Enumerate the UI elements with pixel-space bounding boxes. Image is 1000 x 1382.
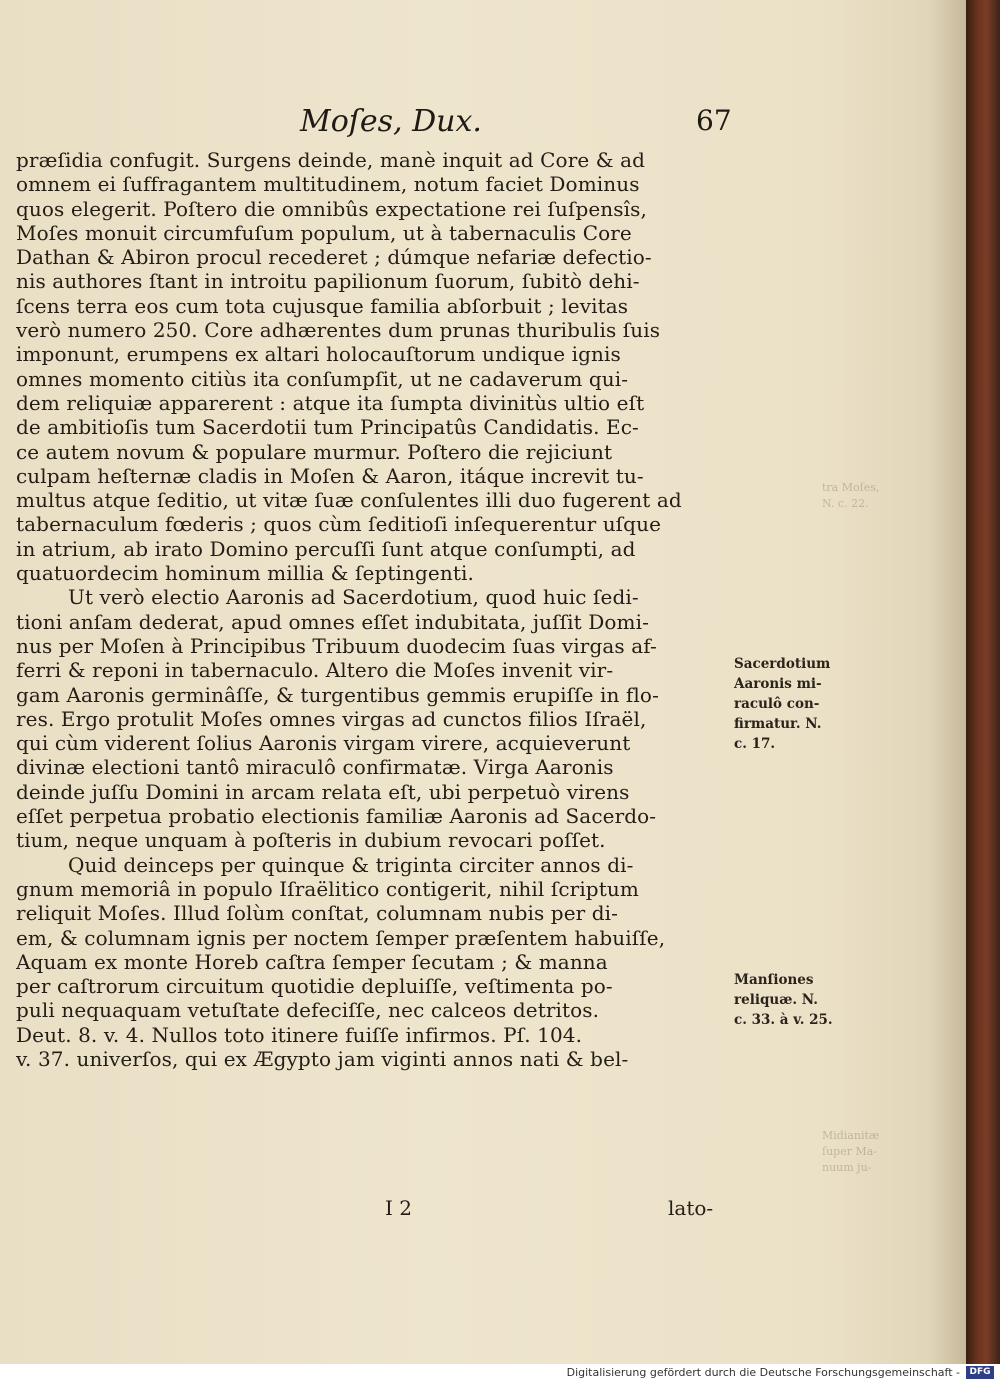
text-line: in atrium, ab irato Domino percuſſi ſunt atque conſumpti, ad: [16, 536, 636, 561]
text-line: qui cùm viderent ſolius Aaronis virgam virere, acquieverunt: [16, 731, 631, 756]
text-line: eſſet perpetua probatio electionis familiæ Aaronis ad Sacerdo-: [16, 804, 657, 829]
bleed-through-line: ſuper Ma-: [822, 1145, 877, 1158]
text-line: Ut verò electio Aaronis ad Sacerdotium, quod huic ſedi-: [68, 585, 639, 610]
text-line: nus per Moſen à Principibus Tribuum duodecim ſuas virgas af-: [16, 633, 657, 658]
bleed-through-line: N. c. 22.: [822, 497, 869, 510]
footer-bar: [0, 1364, 1000, 1382]
dfg-logo: DFG: [966, 1366, 994, 1379]
text-line: deinde juſſu Domini in arcam relata eſt, ubi perpetuò virens: [16, 779, 630, 804]
margin-note-line: Aaronis mi-: [734, 676, 822, 692]
text-line: verò numero 250. Core adhærentes dum prunas thuribulis ſuis: [16, 318, 661, 343]
running-head-title: Moſes, Dux.: [300, 104, 482, 139]
dfg-credit-text: Digitalisierung gefördert durch die Deutsche Forschungsgemeinschaft -: [566, 1366, 960, 1379]
text-line: quatuordecim hominum millia & ſeptingenti.: [16, 561, 474, 586]
text-line: res. Ergo protulit Moſes omnes virgas ad cunctos filios Iſraël,: [16, 706, 647, 731]
page-number: 67: [696, 104, 732, 137]
page-edge-shadow: [930, 0, 970, 1364]
text-line: dem reliquiæ apparerent : atque ita ſumpta divinitùs ultio eſt: [16, 390, 645, 415]
text-line: Aquam ex monte Horeb caſtra ſemper ſecutam ; & manna: [16, 949, 608, 974]
text-line: Deut. 8. v. 4. Nullos toto itinere fuiſſe infirmos. Pſ. 104.: [16, 1022, 583, 1047]
text-line: reliquit Moſes. Illud ſolùm conſtat, columnam nubis per di-: [16, 901, 619, 926]
text-line: ce autem novum & populare murmur. Poſtero die rejiciunt: [16, 439, 613, 464]
text-line: omnes momento citiùs ita conſumpſit, ut ne cadaverum qui-: [16, 366, 629, 391]
catchword: lato-: [668, 1196, 714, 1220]
text-line: em, & columnam ignis per noctem ſemper præſentem habuiſſe,: [16, 925, 666, 950]
text-line: ferri & reponi in tabernaculo. Altero die Moſes invenit vir-: [16, 658, 614, 683]
text-line: multus atque ſeditio, ut vitæ ſuæ conſulentes illi duo fugerent ad: [16, 488, 682, 513]
bleed-through-line: tra Moſes,: [822, 481, 880, 494]
margin-note-line: firmatur. N.: [734, 716, 822, 732]
text-line: tioni anſam dederat, apud omnes eſſet indubitata, juſſit Domi-: [16, 609, 649, 634]
text-line: v. 37. univerſos, qui ex Ægypto jam viginti annos nati & bel-: [16, 1046, 629, 1071]
margin-note-sacerdotium: [734, 654, 854, 754]
text-line: Moſes monuit circumfuſum populum, ut à tabernaculis Core: [16, 220, 632, 245]
margin-note-line: Manſiones: [734, 972, 814, 988]
signature-mark: I 2: [385, 1196, 412, 1220]
margin-note-line: reliquæ. N.: [734, 992, 818, 1008]
text-line: præſidia confugit. Surgens deinde, manè inquit ad Core & ad: [16, 148, 646, 172]
body-text: [16, 148, 730, 1071]
text-line: gam Aaronis germinâſſe, & turgentibus gemmis erupiſſe in flo-: [16, 682, 659, 707]
text-line: de ambitioſis tum Sacerdotii tum Principatûs Candidatis. Ec-: [16, 415, 639, 440]
text-line: quos elegerit. Poſtero die omnibûs expectatione rei ſuſpensîs,: [16, 196, 647, 221]
bleed-through-text: [822, 1128, 892, 1176]
running-head: [0, 104, 960, 144]
text-line: divinæ electioni tantô miraculô confirmatæ. Virga Aaronis: [16, 755, 614, 780]
text-line: nis authores ſtant in introitu papilionum ſuorum, ſubitò dehi-: [16, 269, 640, 294]
text-line: puli nequaquam vetuſtate defeciſſe, nec calceos detritos.: [16, 998, 600, 1023]
text-line: per caſtrorum circuitum quotidie depluiſſe, veſtimenta po-: [16, 974, 613, 999]
margin-note-line: raculô con-: [734, 696, 820, 712]
text-line: Dathan & Abiron procul recederet ; dúmque nefariæ defectio-: [16, 245, 652, 270]
text-line: ſcens terra eos cum tota cujusque familia abſorbuit ; levitas: [16, 293, 629, 318]
margin-note-mansiones: [734, 970, 854, 1030]
text-line: gnum memoriâ in populo Iſraëlitico contigerit, nihil ſcriptum: [16, 876, 639, 901]
text-line: omnem ei ſuffragantem multitudinem, notum faciet Dominus: [16, 172, 640, 197]
text-line: culpam heſternæ cladis in Moſen & Aaron, itáque increvit tu-: [16, 463, 644, 488]
book-cover-board: [966, 0, 1000, 1364]
text-line: tium, neque unquam à poſteris in dubium revocari poſſet.: [16, 828, 606, 853]
bleed-through-text: [822, 480, 892, 512]
margin-note-line: c. 17.: [734, 736, 776, 752]
margin-note-line: c. 33. à v. 25.: [734, 1012, 833, 1028]
text-line: tabernaculum fœderis ; quos cùm ſeditioſi inſequerentur uſque: [16, 512, 662, 537]
text-line: Quid deinceps per quinque & triginta circiter annos di-: [68, 852, 634, 877]
bleed-through-line: nuum ju-: [822, 1161, 872, 1174]
bleed-through-line: Midianitæ: [822, 1129, 880, 1142]
margin-note-line: Sacerdotium: [734, 656, 831, 672]
text-line: imponunt, erumpens ex altari holocauſtorum undique ignis: [16, 342, 621, 367]
